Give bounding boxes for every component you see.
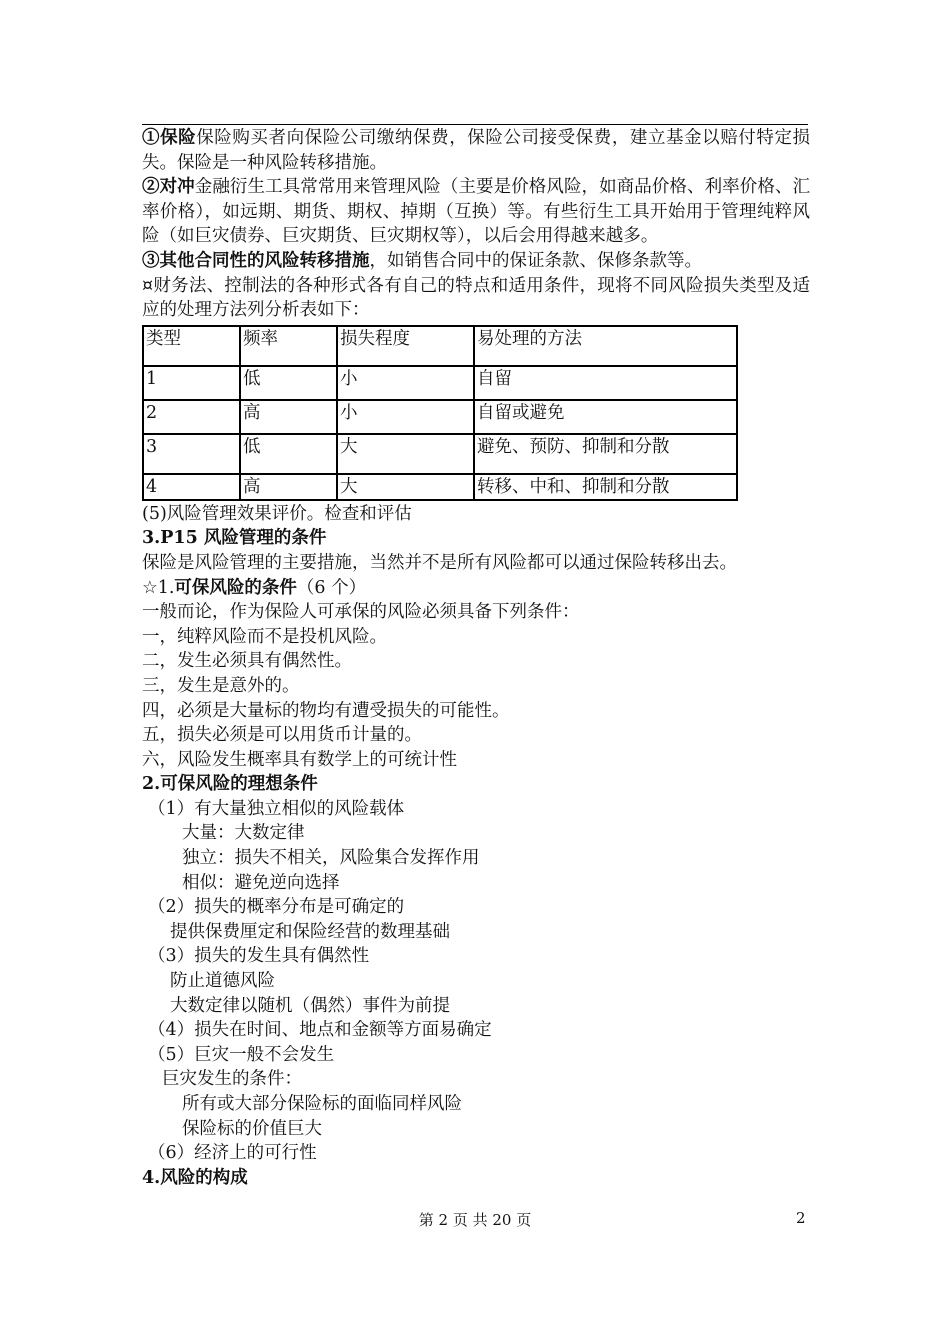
numbered-item: （4）损失在时间、地点和金额等方面易确定 xyxy=(148,1020,492,1041)
subheading-bold: 可保风险的条件 xyxy=(174,577,297,598)
list-item: 五，损失必须是可以用货币计量的。 xyxy=(142,725,422,746)
table-cell: 高 xyxy=(240,474,337,500)
numbered-item: （1）有大量独立相似的风险载体 xyxy=(148,798,405,819)
table-row xyxy=(143,434,737,474)
paragraph-hedging xyxy=(142,175,810,249)
page-counter: 第 2 页 共 20 页 xyxy=(418,1211,532,1229)
sub-item: 提供保费厘定和保险经营的数理基础 xyxy=(170,921,450,942)
table-header-cell: 类型 xyxy=(143,326,240,366)
table-cell: 转移、中和、抑制和分散 xyxy=(474,474,737,500)
insurance-text: 保险购买者向保险公司缴纳保费，保险公司接受保费，建立基金以赔付特定损失。保险是一种风险转移措施。 xyxy=(142,128,811,173)
page-number: 2 xyxy=(796,1209,806,1227)
table-cell: 小 xyxy=(337,400,474,434)
sub-item: 大数定律以随机（偶然）事件为前提 xyxy=(170,995,450,1016)
section-heading-text: 2.可保风险的理想条件 xyxy=(142,774,318,795)
table-cell: 高 xyxy=(240,400,337,434)
table-row xyxy=(143,474,737,500)
star-prefix: ☆1. xyxy=(142,577,175,598)
section-heading-ideal xyxy=(142,772,810,797)
general-statement: 一般而论，作为保险人可承保的风险必须具备下列条件： xyxy=(142,602,580,623)
section-heading-composition xyxy=(142,1166,810,1191)
term-hedging: ②对冲 xyxy=(142,177,195,198)
contract-transfer-text: ，如销售合同中的保证条款、保修条款等。 xyxy=(369,250,702,271)
section-heading-conditions xyxy=(142,526,810,551)
section-heading-text: 3.P15 风险管理的条件 xyxy=(142,528,327,549)
table-header-cell: 频率 xyxy=(240,326,337,366)
numbered-item: （5）巨灾一般不会发生 xyxy=(148,1044,335,1065)
table-row xyxy=(143,400,737,434)
table-cell: 大 xyxy=(337,434,474,474)
term-insurance: ①保险 xyxy=(142,128,197,148)
table-cell: 2 xyxy=(143,400,240,434)
sub-item: 巨灾发生的条件： xyxy=(162,1069,302,1090)
sub-item: 独立：损失不相关，风险集合发挥作用 xyxy=(182,848,480,869)
sub-item: 相似：避免逆向选择 xyxy=(182,872,340,893)
table-cell: 1 xyxy=(143,366,240,400)
sub-item: 所有或大部分保险标的面临同样风险 xyxy=(182,1094,462,1114)
page-footer xyxy=(0,1209,950,1233)
paragraph-contract-transfer xyxy=(142,249,810,274)
page-content xyxy=(142,126,810,1190)
table-header-cell: 易处理的方法 xyxy=(474,326,737,366)
table-cell: 低 xyxy=(240,434,337,474)
hedging-text: 金融衍生工具常常用来管理风险（主要是价格风险，如商品价格、利率价格、汇率价格），如远期、期货、期权、掉期（互换）等。有些衍生工具开始用于管理纯粹风险（如巨灾债券、巨灾期货、巨灾期权等），以后会用得越来越多。 xyxy=(142,177,811,247)
list-item: 三，发生是意外的。 xyxy=(142,675,300,696)
subheading-count: （6 个） xyxy=(296,577,367,598)
list-item: 六，风险发生概率具有数学上的可统计性 xyxy=(142,749,457,770)
table-header-cell: 损失程度 xyxy=(337,326,474,366)
list-item: 一，纯粹风险而不是投机风险。 xyxy=(142,626,387,647)
table-cell: 大 xyxy=(337,474,474,500)
sub-item: 大量：大数定律 xyxy=(182,823,305,844)
header-rule xyxy=(142,124,808,125)
table-cell: 4 xyxy=(143,474,240,500)
paragraph-table-intro: ¤财务法、控制法的各种形式各有自己的特点和适用条件，现将不同风险损失类型及适应的处理方法列分析表如下： xyxy=(142,275,810,321)
risk-method-table xyxy=(142,325,738,501)
list-item: 四，必须是大量标的物均有遭受损失的可能性。 xyxy=(142,700,510,721)
section-heading-text: 4.风险的构成 xyxy=(142,1167,248,1188)
sub-item: 防止道德风险 xyxy=(170,971,275,992)
numbered-item: （6）经济上的可行性 xyxy=(148,1143,317,1164)
term-contract-transfer: ③其他合同性的风险转移措施 xyxy=(142,250,370,271)
table-cell: 自留 xyxy=(474,366,737,400)
table-cell: 小 xyxy=(337,366,474,400)
table-cell: 避免、预防、抑制和分散 xyxy=(474,434,737,474)
table-cell: 自留或避免 xyxy=(474,400,737,434)
numbered-item: （2）损失的概率分布是可确定的 xyxy=(148,897,405,918)
table-row xyxy=(143,366,737,400)
table-cell: 低 xyxy=(240,366,337,400)
conditions-intro: 保险是风险管理的主要措施，当然并不是所有风险都可以通过保险转移出去。 xyxy=(142,552,737,573)
table-cell: 3 xyxy=(143,434,240,474)
numbered-item: （3）损失的发生具有偶然性 xyxy=(148,946,370,967)
paragraph-insurance xyxy=(142,126,810,175)
subheading-insurable-conditions xyxy=(142,576,810,601)
sub-item: 保险标的价值巨大 xyxy=(182,1118,322,1139)
evaluation-line: (5)风险管理效果评价。检查和评估 xyxy=(142,503,412,524)
list-item: 二，发生必须具有偶然性。 xyxy=(142,651,352,672)
table-header-row xyxy=(143,326,737,366)
